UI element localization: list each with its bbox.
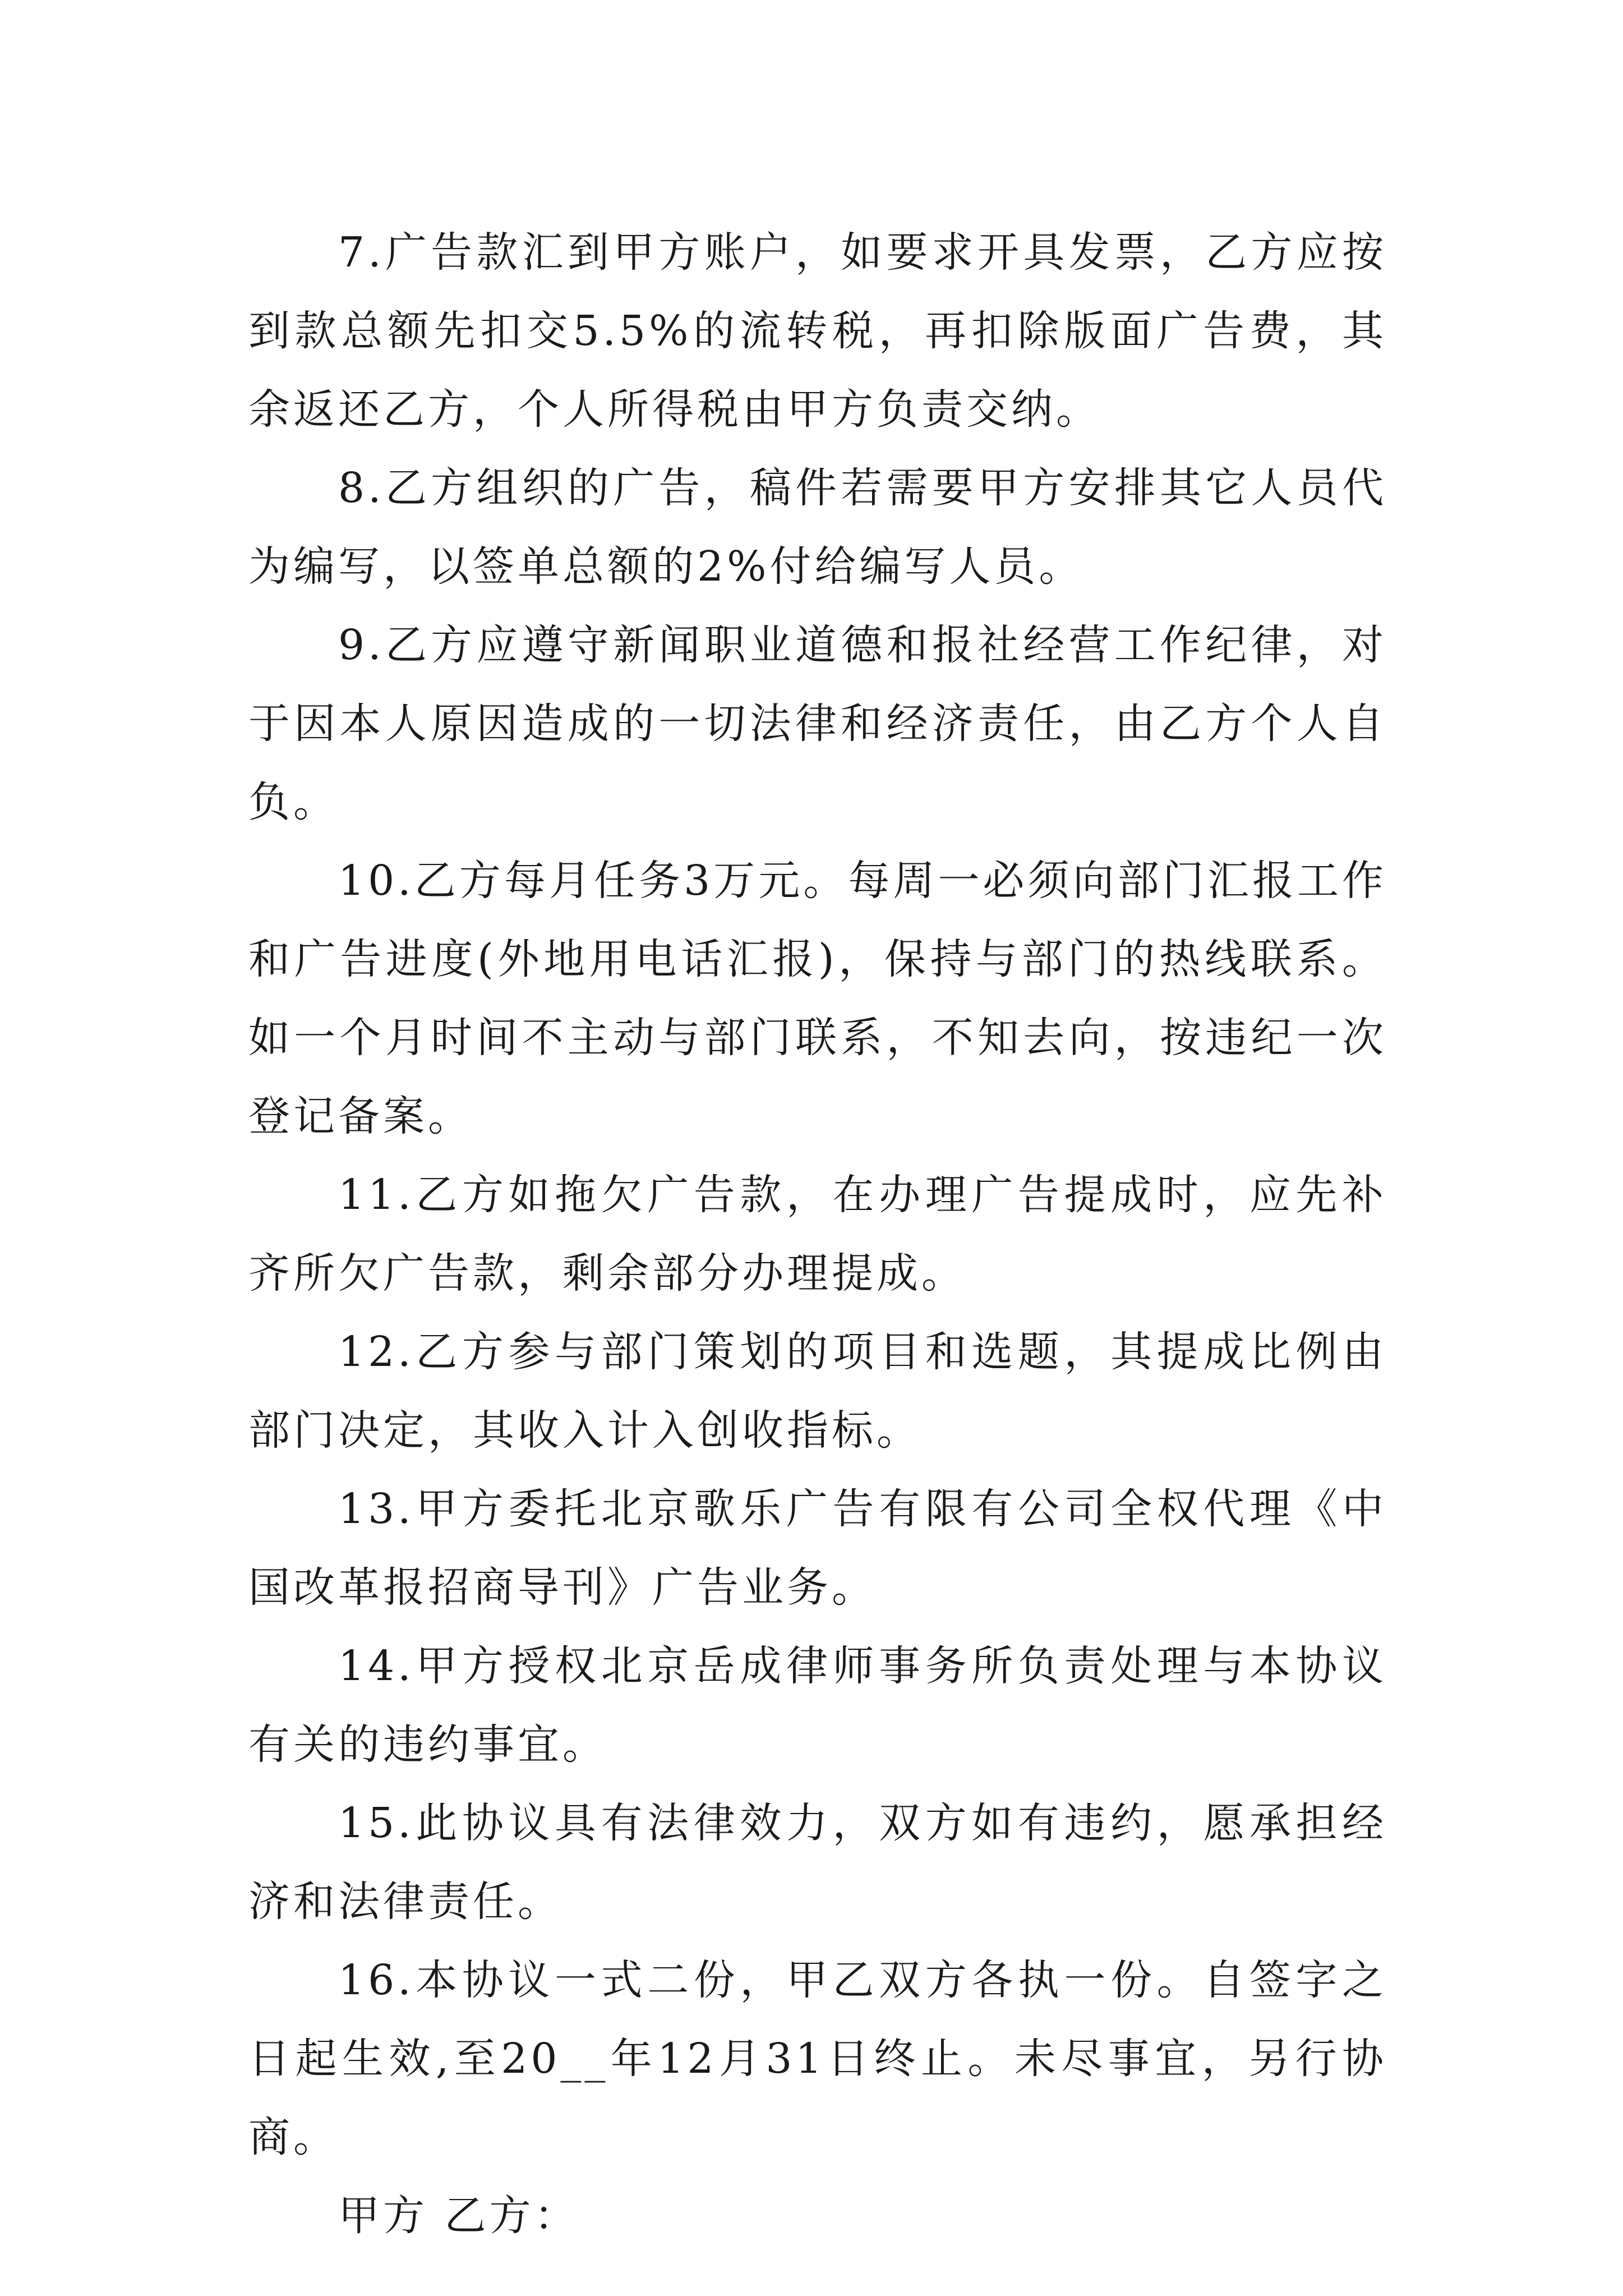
clause-9: 9.乙方应遵守新闻职业道德和报社经营工作纪律，对于因本人原因造成的一切法律和经济责任，由乙方个人自负。 [248, 621, 1387, 826]
clause-15: 15.此协议具有法律效力，双方如有违约，愿承担经济和法律责任。 [248, 1799, 1387, 1926]
clause-8: 8.乙方组织的广告，稿件若需要甲方安排其它人员代为编写，以签单总额的2%付给编写人员。 [248, 464, 1387, 591]
clause-7: 7.广告款汇到甲方账户，如要求开具发票，乙方应按到款总额先扣交5.5%的流转税，再扣除版面广告费，其余返还乙方，个人所得税由甲方负责交纳。 [248, 228, 1387, 434]
clause-10: 10.乙方每月任务3万元。每周一必须向部门汇报工作和广告进度(外地用电话汇报)，保持与部门的热线联系。如一个月时间不主动与部门联系，不知去向，按违纪一次登记备案。 [248, 857, 1387, 1140]
clause-11: 11.乙方如拖欠广告款，在办理广告提成时，应先补齐所欠广告款，剩余部分办理提成。 [248, 1171, 1387, 1297]
clause-12: 12.乙方参与部门策划的项目和选题，其提成比例由部门决定，其收入计入创收指标。 [248, 1328, 1387, 1455]
clause-14: 14.甲方授权北京岳成律师事务所负责处理与本协议有关的违约事宜。 [248, 1642, 1387, 1769]
clause-16: 16.本协议一式二份，甲乙双方各执一份。自签字之日起生效,至20__年12月31日终止。未尽事宜，另行协商。 [248, 1956, 1387, 2161]
signature-line: 甲方 乙方： [338, 2192, 579, 2240]
clause-13: 13.甲方委托北京歌乐广告有限有公司全权代理《中国改革报招商导刊》广告业务。 [248, 1485, 1387, 1612]
document-body [248, 213, 1387, 2255]
